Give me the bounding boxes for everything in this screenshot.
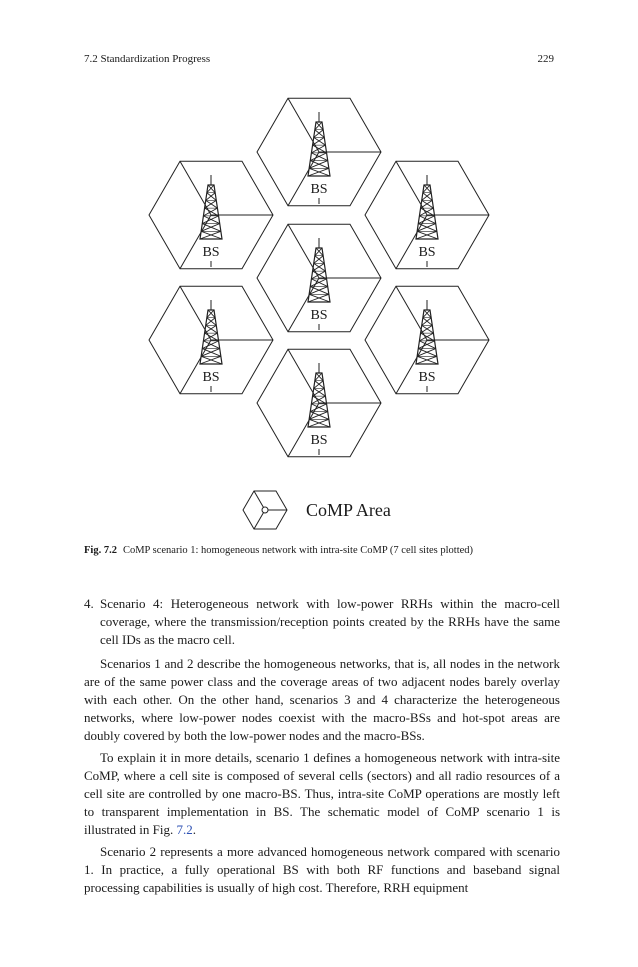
bs-tower-icon [308, 112, 330, 176]
bs-tower-icon [416, 175, 438, 239]
sector-boundary [288, 278, 319, 332]
legend-label: CoMP Area [306, 500, 391, 520]
cell-site [365, 286, 489, 393]
section-title: 7.2 Standardization Progress [84, 53, 211, 65]
bs-tower-icon [308, 238, 330, 302]
body-text [84, 595, 560, 901]
sector-boundary [180, 340, 211, 394]
list-item [84, 595, 560, 649]
legend-site-icon [262, 507, 268, 513]
cell-site [257, 349, 381, 456]
sector-boundary [288, 152, 319, 206]
caption-label: Fig. 7.2 [84, 545, 117, 556]
bs-tower-icon [200, 300, 222, 364]
list-number: 4. [84, 596, 94, 611]
paragraph-1: Scenarios 1 and 2 describe the homogeneous networks, that is, all nodes in the network are of the same power class and the coverage areas of two adjacent nodes barely overlay with each other. On the other hand, scenarios 3 and 4 characterize the heterogeneous networks, where low-power nodes coexist with the macro-BSs and hot-spot areas are doubly covered by both the low-power nodes and the macro-BSs. [84, 656, 560, 743]
sector-boundary [180, 215, 211, 269]
cell-site [257, 98, 381, 205]
bs-tower-icon [200, 175, 222, 239]
paragraph-3: Scenario 2 represents a more advanced homogeneous network compared with scenario 1. In practice, a fully operational BS with both RF functions and baseband signal processing capabilities is usually of high cost. Therefore, RRH equipment [84, 844, 560, 895]
bs-tower-icon [308, 363, 330, 427]
caption-text: CoMP scenario 1: homogeneous network with intra-site CoMP (7 cell sites plotted) [122, 545, 474, 556]
list-text: Scenario 4: Heterogeneous network with low-power RRHs within the macro-cell coverage, where the transmission/reception points created by the RRHs have the same cell IDs as the macro cell. [100, 596, 560, 647]
figure-reference-link[interactable]: 7.2 [176, 822, 193, 837]
figure-caption [84, 544, 568, 558]
paragraph-2: To explain it in more details, scenario 1 defines a homogeneous network with intra-site CoMP, where a cell site is composed of several cells (sectors) and all radio resources of a cell site are controlled by one macro-BS. Thus, intra-site CoMP operations are mostly left to transparent implementation in BS. The schematic model of CoMP scenario 1 is illustrated in Fig. 7.2. [84, 750, 560, 837]
comp-area-legend [243, 491, 391, 529]
cell-site [149, 161, 273, 268]
cell-site [149, 286, 273, 393]
bs-tower-icon [416, 300, 438, 364]
cell-site [365, 161, 489, 268]
bs-label: BS [418, 370, 436, 385]
bs-label: BS [310, 308, 328, 323]
bs-label: BS [418, 245, 436, 260]
bs-label: BS [202, 370, 220, 385]
page-number: 229 [537, 53, 554, 65]
cell-site [257, 224, 381, 331]
bs-label: BS [202, 245, 220, 260]
cell-sites [149, 98, 489, 456]
sector-boundary [288, 403, 319, 457]
sector-boundary [396, 215, 427, 269]
bs-label: BS [310, 433, 328, 448]
bs-label: BS [310, 182, 328, 197]
sector-boundary [396, 340, 427, 394]
